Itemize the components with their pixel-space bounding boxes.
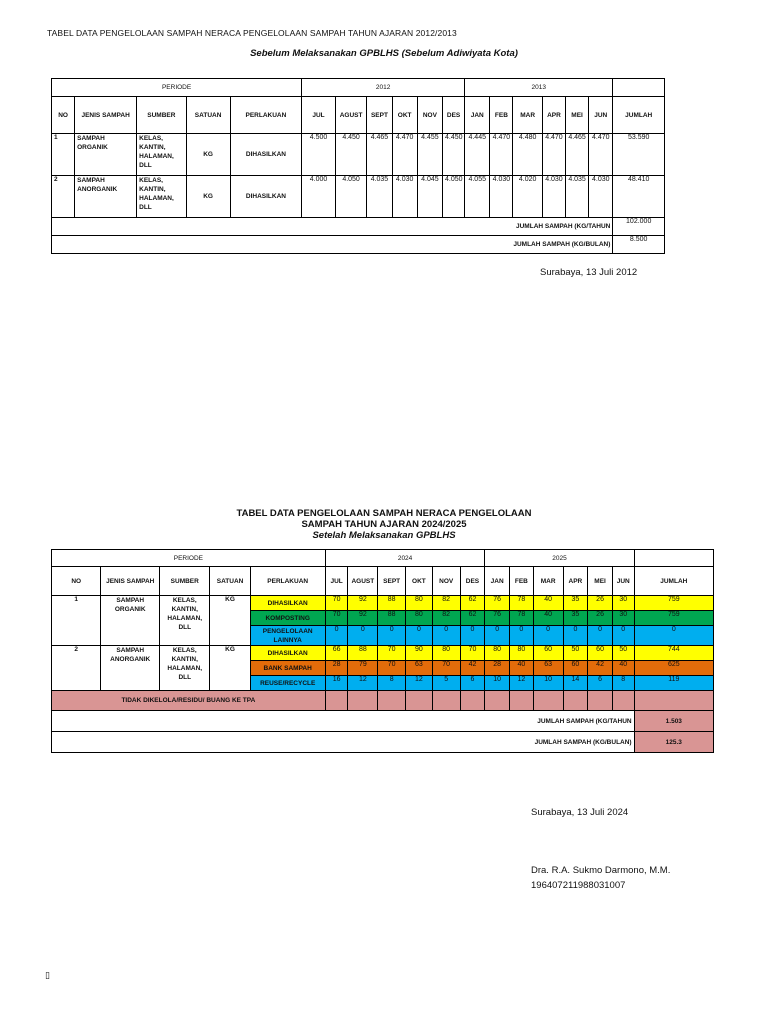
value-cell: 5 (432, 676, 460, 691)
month-header-jul: JUL (302, 97, 336, 134)
value-cell: 42 (588, 661, 613, 676)
value-cell: 4.030 (542, 176, 565, 218)
month-header-sept: SEPT (378, 567, 406, 596)
document-subtitle-2024: Setelah Melaksanakan GPBLHS (312, 530, 456, 541)
total-month-label: JUMLAH SAMPAH (KG/BULAN) (52, 236, 613, 254)
value-cell: 4.000 (302, 176, 336, 218)
row-satuan: KG (210, 646, 250, 691)
value-cell: 70 (378, 661, 406, 676)
value-cell: 4.465 (367, 134, 392, 176)
row-perlakuan: DIHASILKAN (250, 646, 325, 661)
row-no: 2 (52, 646, 101, 691)
value-cell: 12 (510, 676, 534, 691)
value-cell: 4.020 (513, 176, 542, 218)
row-jenis: SAMPAH ORGANIK (101, 596, 160, 646)
value-cell: 70 (325, 611, 348, 626)
value-cell: 70 (378, 646, 406, 661)
value-cell: 82 (432, 611, 460, 626)
year-a-header: 2024 (325, 550, 485, 567)
value-cell: 60 (588, 646, 613, 661)
month-header-okt: OKT (406, 567, 433, 596)
value-cell: 0 (378, 626, 406, 646)
value-cell: 70 (432, 661, 460, 676)
value-cell: 4.055 (465, 176, 490, 218)
value-cell: 12 (406, 676, 433, 691)
document-title-2012: TABEL DATA PENGELOLAAN SAMPAH NERACA PENGELOLAAN SAMPAH TAHUN AJARAN 2012/2013 (47, 28, 457, 38)
month-header-jul: JUL (325, 567, 348, 596)
value-cell: 88 (378, 596, 406, 611)
row-perlakuan: BANK SAMPAH (250, 661, 325, 676)
value-cell: 76 (485, 596, 510, 611)
value-cell: 62 (460, 611, 485, 626)
jenis-header: JENIS SAMPAH (101, 567, 160, 596)
value-cell: 80 (406, 611, 433, 626)
value-cell: 42 (460, 661, 485, 676)
row-satuan: KG (210, 596, 250, 646)
no-header: NO (52, 97, 75, 134)
month-header-mar: MAR (513, 97, 542, 134)
value-cell: 35 (563, 611, 588, 626)
value-cell: 4.030 (490, 176, 513, 218)
document-subtitle-2012: Sebelum Melaksanakan GPBLHS (Sebelum Adiwiyata Kota) (250, 48, 518, 59)
perlakuan-header: PERLAKUAN (250, 567, 325, 596)
value-cell: 4.045 (417, 176, 442, 218)
value-cell: 14 (563, 676, 588, 691)
value-cell: 10 (533, 676, 563, 691)
waste-table-2012 (51, 78, 665, 254)
value-cell: 8 (378, 676, 406, 691)
month-header-nov: NOV (432, 567, 460, 596)
row-jenis: SAMPAH ANORGANIK (75, 176, 137, 218)
value-cell: 28 (485, 661, 510, 676)
value-cell: 60 (563, 661, 588, 676)
place-date-2012: Surabaya, 13 Juli 2012 (540, 267, 638, 278)
value-cell: 79 (348, 661, 378, 676)
month-header-apr: APR (542, 97, 565, 134)
value-cell: 90 (406, 646, 433, 661)
value-cell: 10 (485, 676, 510, 691)
value-cell: 4.470 (392, 134, 417, 176)
value-cell: 40 (533, 596, 563, 611)
row-jumlah: 625 (634, 661, 713, 676)
no-header: NO (52, 567, 101, 596)
value-cell: 0 (510, 626, 534, 646)
value-cell: 92 (348, 596, 378, 611)
month-header-jan: JAN (485, 567, 510, 596)
value-cell: 60 (533, 646, 563, 661)
row-perlakuan: KOMPOSTING (250, 611, 325, 626)
month-header-feb: FEB (510, 567, 534, 596)
value-cell: 70 (325, 596, 348, 611)
value-cell: 80 (485, 646, 510, 661)
month-header-jun: JUN (589, 97, 613, 134)
value-cell: 8 (612, 676, 634, 691)
value-cell: 0 (348, 626, 378, 646)
month-header-okt: OKT (392, 97, 417, 134)
row-sumber: KELAS, KANTIN, HALAMAN, DLL (137, 134, 186, 176)
value-cell: 0 (325, 626, 348, 646)
value-cell: 50 (612, 646, 634, 661)
row-jumlah: 53.590 (613, 134, 665, 176)
row-no: 1 (52, 596, 101, 646)
page-glyph: ▯ (45, 970, 50, 980)
value-cell: 4.455 (417, 134, 442, 176)
year-b-header: 2025 (485, 550, 634, 567)
month-header-mei: MEI (588, 567, 613, 596)
value-cell: 0 (563, 626, 588, 646)
total-year-label: JUMLAH SAMPAH (KG/TAHUN (52, 711, 635, 732)
row-perlakuan: REUSE/RECYCLE (250, 676, 325, 691)
sumber-header: SUMBER (160, 567, 210, 596)
place-date-2024: Surabaya, 13 Juli 2024 (531, 807, 629, 818)
row-no: 1 (52, 134, 75, 176)
jumlah-header: JUMLAH (613, 97, 665, 134)
value-cell: 4.450 (335, 134, 367, 176)
value-cell: 4.470 (490, 134, 513, 176)
month-header-des: DES (460, 567, 485, 596)
month-header-des: DES (443, 97, 465, 134)
value-cell: 80 (432, 646, 460, 661)
year-b-header: 2013 (465, 79, 613, 97)
month-header-jan: JAN (465, 97, 490, 134)
value-cell: 82 (432, 596, 460, 611)
row-satuan: KG (186, 176, 230, 218)
value-cell: 26 (588, 611, 613, 626)
value-cell: 4.050 (335, 176, 367, 218)
value-cell: 78 (510, 596, 534, 611)
row-jumlah: 0 (634, 626, 713, 646)
periode-header: PERIODE (52, 550, 326, 567)
value-cell: 4.035 (566, 176, 589, 218)
value-cell: 0 (406, 626, 433, 646)
value-cell: 80 (510, 646, 534, 661)
residu-label: TIDAK DIKELOLA/RESIDU/ BUANG KE TPA (52, 691, 326, 711)
month-header-apr: APR (563, 567, 588, 596)
value-cell: 35 (563, 596, 588, 611)
value-cell: 0 (533, 626, 563, 646)
value-cell: 4.470 (589, 134, 613, 176)
value-cell: 80 (406, 596, 433, 611)
month-header-feb: FEB (490, 97, 513, 134)
sumber-header: SUMBER (137, 97, 186, 134)
value-cell: 0 (460, 626, 485, 646)
value-cell: 4.500 (302, 134, 336, 176)
row-satuan: KG (186, 134, 230, 176)
row-jenis: SAMPAH ORGANIK (75, 134, 137, 176)
month-header-mar: MAR (533, 567, 563, 596)
row-sumber: KELAS, KANTIN, HALAMAN, DLL (160, 646, 210, 691)
month-header-agust: AGUST (335, 97, 367, 134)
value-cell: 63 (406, 661, 433, 676)
value-cell: 6 (588, 676, 613, 691)
table-row (52, 176, 665, 218)
value-cell: 0 (485, 626, 510, 646)
value-cell: 88 (348, 646, 378, 661)
row-jumlah: 744 (634, 646, 713, 661)
total-month-value: 8.500 (613, 236, 665, 254)
table-row (52, 134, 665, 176)
value-cell: 70 (460, 646, 485, 661)
row-jumlah: 759 (634, 596, 713, 611)
signer-nip: 196407211988031007 (531, 880, 626, 891)
value-cell: 0 (432, 626, 460, 646)
value-cell: 40 (510, 661, 534, 676)
table-row (52, 646, 714, 661)
month-header-mei: MEI (566, 97, 589, 134)
value-cell: 28 (325, 661, 348, 676)
value-cell: 0 (588, 626, 613, 646)
row-perlakuan: DIHASILKAN (230, 176, 302, 218)
value-cell: 78 (510, 611, 534, 626)
year-a-header: 2012 (302, 79, 465, 97)
value-cell: 88 (378, 611, 406, 626)
value-cell: 4.035 (367, 176, 392, 218)
value-cell: 4.445 (465, 134, 490, 176)
row-jumlah: 759 (634, 611, 713, 626)
value-cell: 30 (612, 596, 634, 611)
row-perlakuan: DIHASILKAN (250, 596, 325, 611)
value-cell: 4.030 (589, 176, 613, 218)
jumlah-header: JUMLAH (634, 567, 713, 596)
value-cell: 40 (533, 611, 563, 626)
value-cell: 4.050 (443, 176, 465, 218)
row-perlakuan: DIHASILKAN (230, 134, 302, 176)
month-header-agust: AGUST (348, 567, 378, 596)
row-perlakuan: PENGELOLAAN LAINNYA (250, 626, 325, 646)
value-cell: 76 (485, 611, 510, 626)
total-year-value: 102.000 (613, 218, 665, 236)
month-header-sept: SEPT (367, 97, 392, 134)
value-cell: 40 (612, 661, 634, 676)
document-title-2024-line2: SAMPAH TAHUN AJARAN 2024/2025 (301, 519, 467, 530)
row-no: 2 (52, 176, 75, 218)
value-cell: 4.480 (513, 134, 542, 176)
month-header-jun: JUN (612, 567, 634, 596)
signer-name: Dra. R.A. Sukmo Darmono, M.M. (531, 865, 671, 876)
value-cell: 30 (612, 611, 634, 626)
value-cell: 4.450 (443, 134, 465, 176)
total-year-label: JUMLAH SAMPAH (KG/TAHUN (52, 218, 613, 236)
satuan-header: SATUAN (210, 567, 250, 596)
value-cell: 26 (588, 596, 613, 611)
month-header-nov: NOV (417, 97, 442, 134)
total-year-value: 1.503 (634, 711, 713, 732)
value-cell: 63 (533, 661, 563, 676)
total-month-label: JUMLAH SAMPAH (KG/BULAN) (52, 732, 635, 753)
periode-header: PERIODE (52, 79, 302, 97)
value-cell: 4.030 (392, 176, 417, 218)
value-cell: 16 (325, 676, 348, 691)
value-cell: 4.470 (542, 134, 565, 176)
value-cell: 12 (348, 676, 378, 691)
document-title-2024-line1: TABEL DATA PENGELOLAAN SAMPAH NERACA PENGELOLAAN (236, 508, 532, 519)
value-cell: 66 (325, 646, 348, 661)
row-sumber: KELAS, KANTIN, HALAMAN, DLL (137, 176, 186, 218)
satuan-header: SATUAN (186, 97, 230, 134)
row-jenis: SAMPAH ANORGANIK (101, 646, 160, 691)
waste-table-2024 (51, 549, 714, 753)
table-row (52, 596, 714, 611)
value-cell: 62 (460, 596, 485, 611)
perlakuan-header: PERLAKUAN (230, 97, 302, 134)
value-cell: 6 (460, 676, 485, 691)
total-month-value: 125.3 (634, 732, 713, 753)
row-jumlah: 48.410 (613, 176, 665, 218)
value-cell: 92 (348, 611, 378, 626)
value-cell: 4.465 (566, 134, 589, 176)
jenis-header: JENIS SAMPAH (75, 97, 137, 134)
value-cell: 50 (563, 646, 588, 661)
row-sumber: KELAS, KANTIN, HALAMAN, DLL (160, 596, 210, 646)
row-jumlah: 119 (634, 676, 713, 691)
value-cell: 0 (612, 626, 634, 646)
